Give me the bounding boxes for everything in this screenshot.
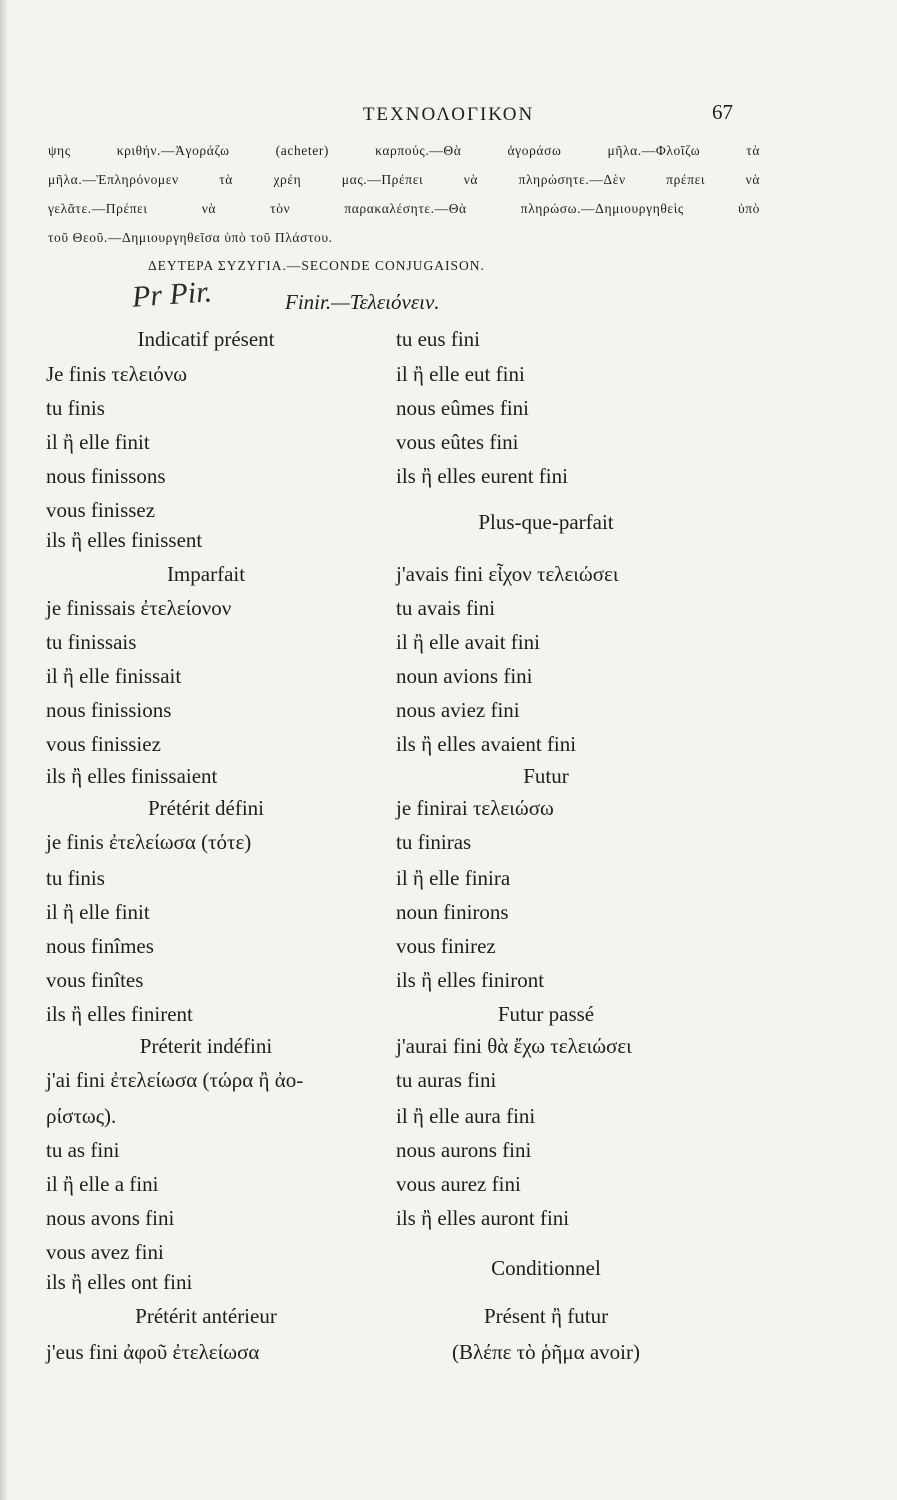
tense-heading: Préterit indéfini bbox=[139, 1034, 273, 1058]
verb-title: Finir.—Τελειόνειν. bbox=[285, 290, 440, 314]
conjugation-line: ils ἢ elles auront fini bbox=[396, 1206, 570, 1230]
tense-heading: Prétérit antérieur bbox=[135, 1304, 277, 1328]
conjugation-line: ils ἢ elles eurent fini bbox=[396, 464, 568, 488]
section-heading: ΔΕΥΤΕΡΑ ΣΥΖΥΓΙΑ.—SECONDE CONJUGAISON. bbox=[148, 258, 485, 273]
conjugation-line: tu finis bbox=[46, 866, 105, 890]
conjugation-line: tu eus fini bbox=[396, 327, 480, 351]
conjugation-line: j'avais fini εἶχον τελειώσει bbox=[396, 562, 619, 586]
conjugation-line: tu finiras bbox=[396, 830, 472, 854]
intro-line: τοῦ Θεοῦ.—Δημιουργηθεῖσα ὑπὸ τοῦ Πλάστου. bbox=[48, 230, 333, 245]
conjugation-line: tu finis bbox=[46, 396, 105, 420]
conjugation-left-column bbox=[46, 0, 376, 1500]
tense-heading: Indicatif présent bbox=[137, 327, 275, 351]
intro-line: γελᾶτε.—Πρέπει νὰ τὸν παρακαλέσητε.—Θὰ πληρώσω.—Δημιουργηθεὶς ὑπὸ bbox=[48, 201, 760, 216]
intro-line: ψης κριθήν.—Ἀγοράζω (acheter) καρπούς.—Θὰ ἀγοράσω μῆλα.—Φλοῖζω τὰ bbox=[48, 143, 760, 158]
tense-heading: Imparfait bbox=[166, 562, 246, 586]
tense-heading: Présent ἢ futur bbox=[483, 1304, 609, 1328]
tense-heading: Futur passé bbox=[497, 1002, 595, 1026]
conjugation-line: ils ἢ elles finirent bbox=[46, 1002, 193, 1026]
intro-line: μῆλα.—Ἐπληρόνομεν τὰ χρέη μας.—Πρέπει νὰ πληρώσητε.—Δὲν πρέπει νὰ bbox=[48, 172, 760, 187]
conjugation-line: il ἢ elle aura fini bbox=[396, 1104, 536, 1128]
conjugation-line: tu auras fini bbox=[396, 1068, 497, 1092]
conjugation-line: ils ἢ elles ont fini bbox=[46, 1270, 193, 1294]
conjugation-right-column bbox=[396, 0, 726, 1500]
tense-heading: Plus-que-parfait bbox=[478, 510, 614, 534]
conjugation-line: j'eus fini ἀφοῦ ἐτελείωσα bbox=[46, 1340, 260, 1364]
conjugation-line: je finis ἐτελείωσα (τότε) bbox=[46, 830, 252, 854]
conjugation-line: nous avons fini bbox=[46, 1206, 175, 1230]
conjugation-line: nous aurons fini bbox=[396, 1138, 532, 1162]
conjugation-line: noun avions fini bbox=[396, 664, 533, 688]
conjugation-line: vous finîtes bbox=[46, 968, 144, 992]
conjugation-line: il ἢ elle finit bbox=[46, 430, 150, 454]
conjugation-line: il ἢ elle finira bbox=[396, 866, 511, 890]
tense-heading: Futur bbox=[523, 764, 569, 788]
conjugation-line: ils ἢ elles avaient fini bbox=[396, 732, 577, 756]
conjugation-line: nous aviez fini bbox=[396, 698, 520, 722]
conjugation-line: il ἢ elle a fini bbox=[46, 1172, 159, 1196]
conjugation-line: il ἢ elle finissait bbox=[46, 664, 182, 688]
handwritten-annotation: Pr Pir. bbox=[130, 275, 214, 314]
conjugation-line: ρίστως). bbox=[46, 1104, 117, 1128]
conjugation-line: ils ἢ elles finiront bbox=[396, 968, 545, 992]
conjugation-line: noun finirons bbox=[396, 900, 509, 924]
conjugation-line: vous aurez fini bbox=[396, 1172, 521, 1196]
page-number: 67 bbox=[712, 100, 733, 124]
conjugation-line: tu finissais bbox=[46, 630, 137, 654]
conjugation-line: ils ἢ elles finissaient bbox=[46, 764, 218, 788]
conjugation-line: j'aurai fini θὰ ἔχω τελειώσει bbox=[396, 1034, 632, 1058]
conjugation-line: je finissais ἐτελείονον bbox=[46, 596, 232, 620]
conjugation-line: il ἢ elle eut fini bbox=[396, 362, 525, 386]
tense-heading: (Βλέπε τὸ ῥῆμα avoir) bbox=[452, 1340, 640, 1364]
tense-heading: Prétérit défini bbox=[147, 796, 265, 820]
conjugation-line: il ἢ elle avait fini bbox=[396, 630, 540, 654]
conjugation-line: j'ai fini ἐτελείωσα (τώρα ἢ ἀο- bbox=[46, 1068, 304, 1092]
conjugation-line: tu avais fini bbox=[396, 596, 496, 620]
running-header-title: ΤΕΧΝΟΛΟΓΙΚΟΝ bbox=[362, 104, 535, 125]
conjugation-line: nous finissons bbox=[46, 464, 166, 488]
conjugation-line: Je finis τελειόνω bbox=[46, 362, 188, 386]
conjugation-line: vous finissez bbox=[46, 498, 156, 522]
conjugation-line: vous avez fini bbox=[46, 1240, 164, 1264]
tense-heading: Conditionnel bbox=[491, 1256, 601, 1280]
conjugation-line: vous finirez bbox=[396, 934, 496, 958]
conjugation-line: vous eûtes fini bbox=[396, 430, 519, 454]
conjugation-line: tu as fini bbox=[46, 1138, 120, 1162]
conjugation-line: nous finissions bbox=[46, 698, 172, 722]
conjugation-line: je finirai τελειώσω bbox=[396, 796, 554, 820]
page-spine-shadow bbox=[0, 0, 8, 1500]
conjugation-line: nous eûmes fini bbox=[396, 396, 529, 420]
conjugation-line: vous finissiez bbox=[46, 732, 161, 756]
conjugation-line: il ἢ elle finit bbox=[46, 900, 150, 924]
conjugation-line: nous finîmes bbox=[46, 934, 154, 958]
conjugation-line: ils ἢ elles finissent bbox=[46, 528, 203, 552]
